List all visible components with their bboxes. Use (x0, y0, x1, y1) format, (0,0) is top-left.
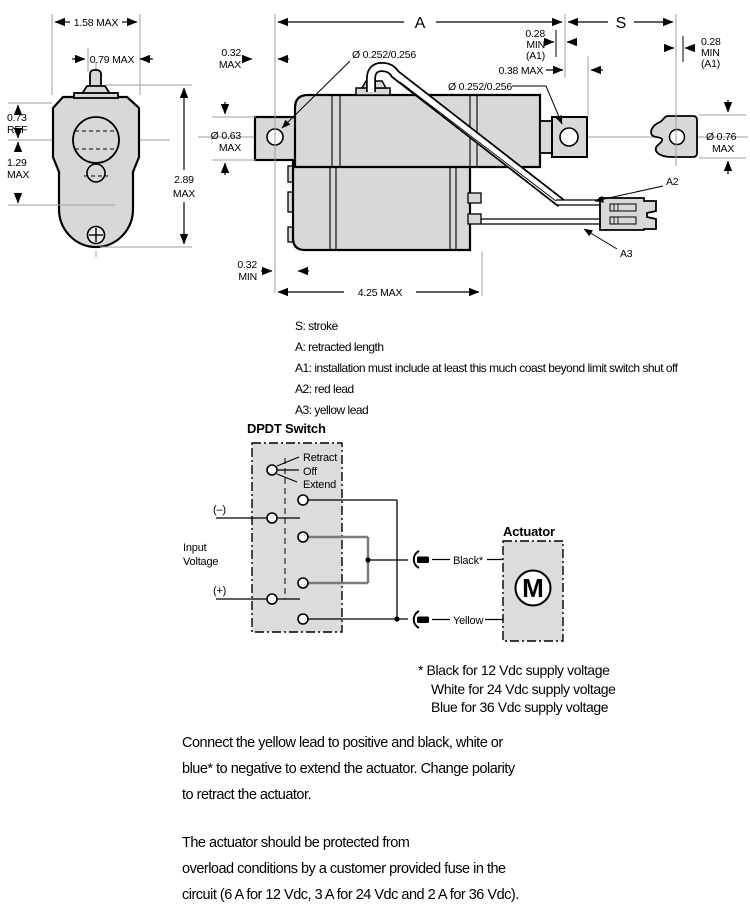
label-positive: (+) (213, 585, 227, 597)
junction-dot-yellow (394, 616, 399, 621)
label-extend: Extend (303, 479, 337, 491)
label-voltage: Voltage (183, 556, 219, 568)
dim-dia-0-76-2: MAX (712, 143, 735, 155)
dim-0-28-rod-2: MIN (526, 39, 545, 51)
label-yellow-lead: Yellow (453, 615, 484, 627)
dim-dia-0-76-1: Ø 0.76 (706, 131, 737, 143)
dim-0-32-max-2: MAX (218, 59, 241, 71)
footnote-line-2: White for 24 Vdc supply voltage (431, 680, 616, 697)
motor-housing (293, 160, 470, 250)
lead-exit-lower (468, 214, 481, 224)
lead-exit-upper (468, 193, 481, 203)
label-input: Input (183, 542, 207, 554)
clevis-hole (670, 130, 685, 145)
dim-0-28-clevis-3: (A1) (701, 58, 721, 70)
fuse-note-line-1: The actuator should be protected from (182, 835, 410, 851)
dim-0-73-ref: REF (7, 124, 28, 136)
dim-0-38-max: 0.38 MAX (498, 65, 543, 77)
dim-1-29: 1.29 (7, 157, 27, 169)
side-view (198, 67, 748, 250)
junction-dot-black (365, 557, 370, 562)
fuse-note (182, 830, 519, 904)
dim-0-32-min-2: MIN (238, 271, 257, 283)
dim-dia-0-63-2: MAX (218, 142, 241, 154)
pole-terminal-2 (298, 532, 308, 542)
front-view (8, 62, 170, 257)
dim-1-29-max: MAX (7, 169, 30, 181)
actuator-title: Actuator (503, 524, 555, 539)
front-small-bore (87, 164, 105, 182)
connection-note-line-2: blue* to negative to extend the actuator. Change polarity (182, 761, 515, 777)
dim-dia-0252-mount: Ø 0.252/0.256 (352, 49, 416, 61)
shaft-spacer (540, 121, 552, 153)
lead-connector (600, 198, 656, 230)
yellow-disconnect-pin (417, 617, 429, 624)
neg-terminal (267, 513, 277, 523)
wiring-diagram (183, 421, 563, 641)
connection-note (182, 730, 515, 808)
dim-1-58-max: 1.58 MAX (73, 17, 119, 29)
dim-0-28-rod-1: 0.28 (525, 28, 545, 40)
label-a2: A2 (666, 176, 679, 188)
fuse-note-line-3: circuit (6 A for 12 Vdc, 3 A for 24 Vdc and 2 A for 36 Vdc). (182, 887, 519, 903)
rod-end-hole (560, 128, 578, 146)
dim-0-32-max-1: 0.32 (221, 47, 241, 59)
label-negative: (–) (213, 504, 226, 516)
dpdt-switch-title: DPDT Switch (247, 421, 326, 436)
dim-0-73: 0.73 (7, 112, 27, 124)
dim-S: S (615, 15, 627, 32)
pole-terminal-1 (298, 495, 308, 505)
dim-2-89: 2.89 (174, 174, 194, 186)
pos-terminal (267, 594, 277, 604)
pole-terminal-4 (298, 614, 308, 624)
footnote-line-1: * Black for 12 Vdc supply voltage (418, 662, 610, 678)
label-off: Off (303, 466, 317, 478)
legend-line-s: S: stroke (295, 319, 338, 333)
dim-A: A (414, 15, 426, 32)
connection-note-line-3: to retract the actuator. (182, 787, 312, 803)
label-black-lead: Black* (453, 555, 483, 567)
dim-4-25-max: 4.25 MAX (357, 287, 403, 299)
dim-0-28-clevis-2: MIN (701, 47, 720, 59)
black-disconnect-pin (417, 557, 429, 564)
dim-2-89-max: MAX (172, 188, 196, 200)
legend-line-a2: A2: red lead (295, 382, 354, 396)
footnote-line-3: Blue for 36 Vdc supply voltage (431, 699, 609, 715)
dim-0-28-rod-3: (A1) (525, 50, 545, 62)
dimension-legend (295, 316, 677, 421)
motor-m-label: M (522, 573, 544, 603)
dim-0-79-max: 0.79 MAX (89, 54, 135, 66)
pole-terminal-3 (298, 578, 308, 588)
front-large-bore (73, 117, 119, 163)
dim-dia-0252-rod: Ø 0.252/0.256 (448, 81, 512, 93)
connection-note-line-1: Connect the yellow lead to positive and black, white or (182, 735, 503, 751)
dim-0-32-min-1: 0.32 (237, 259, 257, 271)
fuse-note-line-2: overload conditions by a customer provided fuse in the (182, 861, 506, 877)
label-retract: Retract (303, 452, 338, 464)
legend-line-a: A: retracted length (295, 340, 384, 354)
legend-line-a3: A3: yellow lead (295, 403, 369, 417)
dim-dia-0-63-1: Ø 0.63 (210, 130, 241, 142)
common-terminal (267, 465, 277, 475)
toggle-plate (74, 93, 118, 98)
dim-0-28-clevis-1: 0.28 (701, 36, 721, 48)
legend-line-a1: A1: installation must include at least this much coast beyond limit switch shut off (295, 361, 678, 375)
label-a3: A3 (620, 248, 633, 260)
voltage-footnote (418, 661, 615, 717)
